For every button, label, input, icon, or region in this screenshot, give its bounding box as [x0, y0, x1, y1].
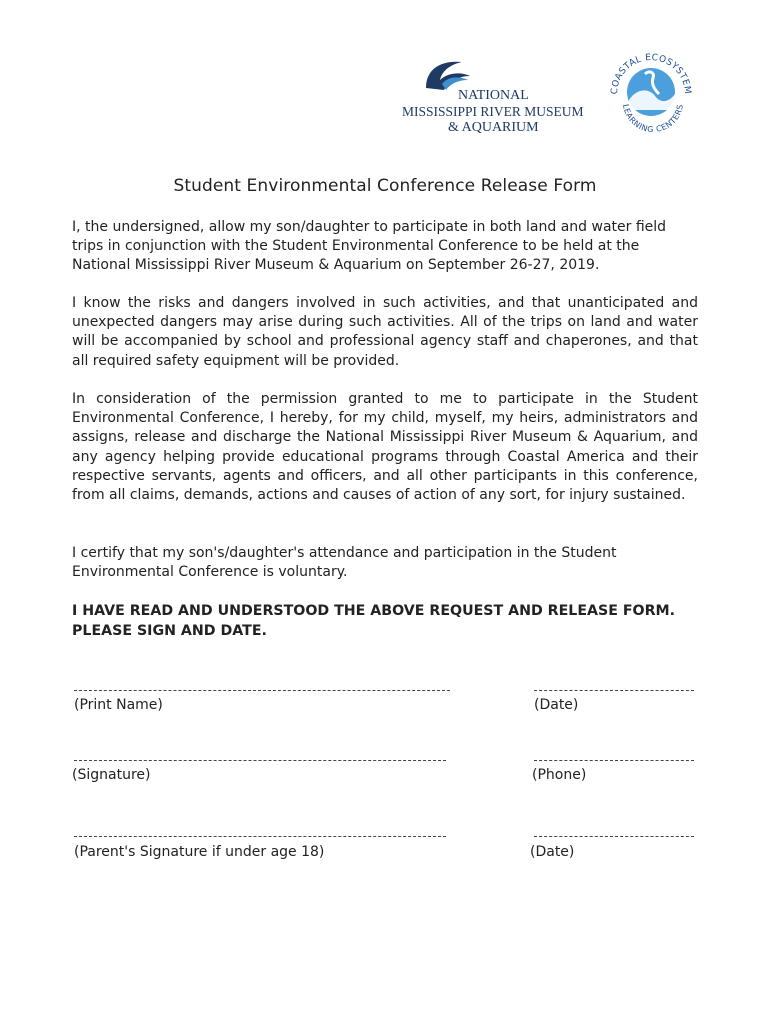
parent-signature-label: (Parent's Signature if under age 18)	[74, 844, 325, 860]
date-line-2[interactable]	[534, 836, 694, 837]
print-name-label: (Print Name)	[74, 697, 163, 713]
museum-logo-line1: NATIONAL	[458, 88, 529, 103]
coastal-logo-top-text: COASTAL ECOSYSTEM	[609, 52, 693, 95]
signature-line[interactable]	[74, 760, 446, 761]
museum-logo-line2: MISSISSIPPI RIVER MUSEUM	[402, 104, 584, 119]
paragraph-release: In consideration of the permission granted to me to participate in the Student Environmental Conference, I hereby, for my child, myself, my heirs, administrators and assigns, release and discharge the National Mississippi River Museum & Aquarium, and any agency helping provide educational programs through Coastal America and their respective servants, agents and officers, and all other participants in this conference, from all claims, demands, actions and causes of action of any sort, for injury sustained.	[72, 391, 698, 504]
paragraph-risks: I know the risks and dangers involved in such activities, and that unanticipated and unexpected dangers may arise during such activities. All of the trips on land and water will be accompanied by school and professional agency staff and chaperones, and that all required safety equipment will be provided.	[72, 295, 698, 369]
parent-signature-line[interactable]	[74, 836, 446, 837]
paragraph-permission: I, the undersigned, allow my son/daughter to participate in both land and water field trips in conjunction with the Student Environmental Conference to be held at the National Mississippi River Museum & Aquarium on September 26-27, 2019.	[72, 219, 667, 274]
museum-logo	[402, 58, 587, 140]
date-label-2: (Date)	[530, 844, 575, 860]
phone-line[interactable]	[534, 760, 694, 761]
coastal-logo-bottom-text: LEARNING CENTERS	[621, 103, 685, 135]
acknowledgement-statement: I HAVE READ AND UNDERSTOOD THE ABOVE REQUEST AND RELEASE FORM. PLEASE SIGN AND DATE.	[72, 603, 676, 639]
phone-label: (Phone)	[532, 767, 587, 783]
paragraph-voluntary: I certify that my son's/daughter's attendance and participation in the Student Environmental Conference is voluntary.	[72, 545, 617, 581]
print-name-line[interactable]	[74, 690, 450, 691]
date-label-1: (Date)	[534, 697, 579, 713]
museum-logo-line3: & AQUARIUM	[448, 120, 539, 135]
date-line-1[interactable]	[534, 690, 694, 691]
form-title: Student Environmental Conference Release Form	[173, 176, 597, 196]
river-bend-icon	[422, 58, 482, 92]
coastal-ecosystem-logo	[603, 44, 699, 140]
signature-label: (Signature)	[72, 767, 151, 783]
